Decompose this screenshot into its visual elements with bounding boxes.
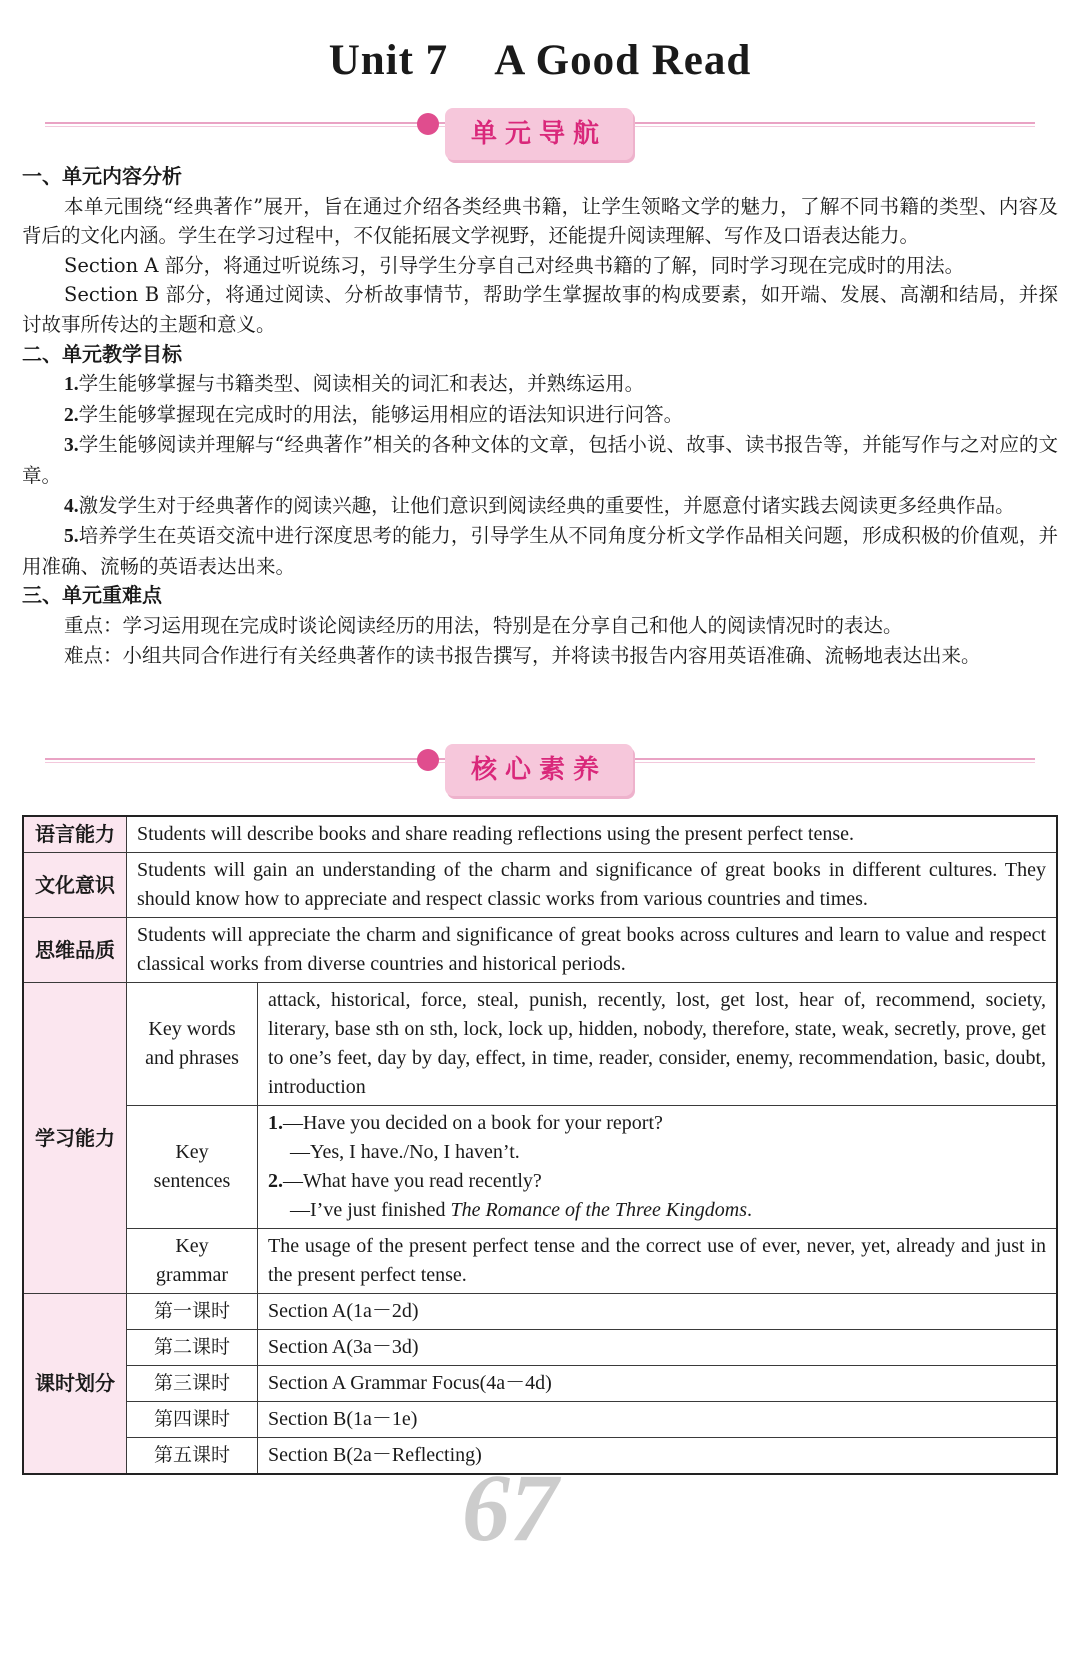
paragraph: Section A 部分，将通过听说练习，引导学生分享自己对经典书籍的了解，同时学习现在完成时的用法。	[64, 253, 965, 277]
goal-text: 激发学生对于经典著作的阅读兴趣，让他们意识到阅读经典的重要性，并愿意付诸实践去阅读更多经典作品。	[78, 493, 1015, 517]
row-label: 文化意识	[23, 853, 127, 918]
goal-item	[22, 491, 1058, 522]
goal-number: 5.	[64, 526, 79, 548]
answer	[268, 1196, 1046, 1225]
sub-label: Key words and phrases	[127, 983, 258, 1106]
table-row	[23, 983, 1057, 1106]
row-label: 课时划分	[23, 1294, 127, 1475]
lesson-content: Section A Grammar Focus(4a－4d)	[258, 1366, 1058, 1402]
unit-analysis	[22, 162, 1058, 670]
goal-number: 2.	[64, 404, 79, 426]
goal-number: 1.	[64, 374, 79, 396]
page-title	[0, 36, 1080, 85]
lesson-period: 第三课时	[127, 1366, 258, 1402]
row-content: Students will appreciate the charm and significance of great books across cultures and learn to value and respect classical works from diverse countries and historical periods.	[127, 918, 1058, 983]
table-row	[23, 1366, 1057, 1402]
lesson-content: Section A(3a－3d)	[258, 1330, 1058, 1366]
table-row	[23, 1330, 1057, 1366]
page-number: 67	[462, 1454, 558, 1561]
section-heading: 三、单元重难点	[22, 583, 162, 608]
answer: —Yes, I have./No, I haven’t.	[290, 1141, 520, 1163]
lesson-period: 第五课时	[127, 1438, 258, 1475]
lesson-period: 第二课时	[127, 1330, 258, 1366]
unit-number: Unit 7	[328, 37, 449, 84]
answer-end: .	[746, 1199, 752, 1221]
question: —What have you read recently?	[283, 1170, 542, 1192]
unit-title: A Good Read	[494, 37, 752, 84]
answer-text: —I’ve just finished	[290, 1199, 451, 1221]
lesson-content: Section A(1a－2d)	[258, 1294, 1058, 1330]
book-title: The Romance of the Three Kingdoms	[450, 1199, 747, 1221]
row-label: 学习能力	[23, 983, 127, 1294]
difficulty: 难点：小组共同合作进行有关经典著作的读书报告撰写，并将读书报告内容用英语准确、流畅地表达出来。	[64, 643, 981, 667]
goal-item	[22, 369, 1058, 400]
lesson-period: 第四课时	[127, 1402, 258, 1438]
row-content: Students will gain an understanding of the charm and significance of great books in different cultures. They should know how to appreciate and respect classic works from various countries and times.	[127, 853, 1058, 918]
banner-label: 单元导航	[445, 108, 633, 160]
table-row	[23, 816, 1057, 853]
banner-label: 核心素养	[445, 744, 633, 796]
goal-text: 学生能够阅读并理解与“经典著作”相关的各种文体的文章，包括小说、故事、读书报告等，并能写作与之对应的文章。	[22, 433, 1058, 487]
paragraph: Section B 部分，将通过阅读、分析故事情节，帮助学生掌握故事的构成要素，如开端、发展、高潮和结局，并探讨故事所传达的主题和意义。	[22, 283, 1058, 336]
table-row	[23, 853, 1057, 918]
key-words: attack, historical, force, steal, punish, recently, lost, get lost, hear of, recommend, society, literary, base sth on sth, lock, lock up, hidden, nobody, therefore, state, weak, secretly, prove, get to one’s feet, day by day, effect, in time, reader, consider, enemy, recommendation, basic, doubt, introduction	[258, 983, 1058, 1106]
goal-item	[22, 430, 1058, 490]
dialogue	[268, 1109, 1046, 1225]
lesson-content: Section B(2a－Reflecting)	[258, 1438, 1058, 1475]
dialogue-number: 2.	[268, 1170, 283, 1192]
goal-number: 4.	[64, 495, 79, 517]
goal-number: 3.	[64, 435, 79, 457]
core-literacy-table	[22, 815, 1058, 1475]
table-row	[23, 918, 1057, 983]
table-row	[23, 1402, 1057, 1438]
dialogue-number: 1.	[268, 1112, 283, 1134]
banner-core-literacy	[45, 744, 1035, 804]
section-heading: 二、单元教学目标	[22, 341, 182, 366]
key-sentences	[258, 1106, 1058, 1229]
goal-text: 培养学生在英语交流中进行深度思考的能力，引导学生从不同角度分析文学作品相关问题，形成积极的价值观，并用准确、流畅的英语表达出来。	[22, 524, 1058, 578]
section-heading: 一、单元内容分析	[22, 164, 182, 188]
goal-item	[22, 521, 1058, 581]
question: —Have you decided on a book for your report?	[283, 1112, 663, 1134]
sub-label: Key sentences	[127, 1106, 258, 1229]
key-grammar: The usage of the present perfect tense and the correct use of ever, never, yet, already and just in the present perfect tense.	[258, 1229, 1058, 1294]
table-row	[23, 1229, 1057, 1294]
goal-item	[22, 400, 1058, 431]
table-row	[23, 1106, 1057, 1229]
paragraph: 本单元围绕“经典著作”展开，旨在通过介绍各类经典书籍，让学生领略文学的魅力，了解不同书籍的类型、内容及背后的文化内涵。学生在学习过程中，不仅能拓展文学视野，还能提升阅读理解、写作及口语表达能力。	[22, 194, 1058, 248]
row-label: 思维品质	[23, 918, 127, 983]
lesson-content: Section B(1a－1e)	[258, 1402, 1058, 1438]
row-label: 语言能力	[23, 816, 127, 853]
banner-dot-icon	[417, 113, 439, 135]
key-point: 重点：学习运用现在完成时谈论阅读经历的用法，特别是在分享自己和他人的阅读情况时的表达。	[64, 613, 903, 637]
banner-unit-nav	[45, 108, 1035, 168]
table-row	[23, 1294, 1057, 1330]
banner-dot-icon	[417, 749, 439, 771]
goal-text: 学生能够掌握与书籍类型、阅读相关的词汇和表达，并熟练运用。	[78, 372, 645, 396]
lesson-period: 第一课时	[127, 1294, 258, 1330]
sub-label: Key grammar	[127, 1229, 258, 1294]
goal-text: 学生能够掌握现在完成时的用法，能够运用相应的语法知识进行问答。	[78, 402, 684, 426]
row-content: Students will describe books and share reading reflections using the present perfect tense.	[127, 816, 1058, 853]
